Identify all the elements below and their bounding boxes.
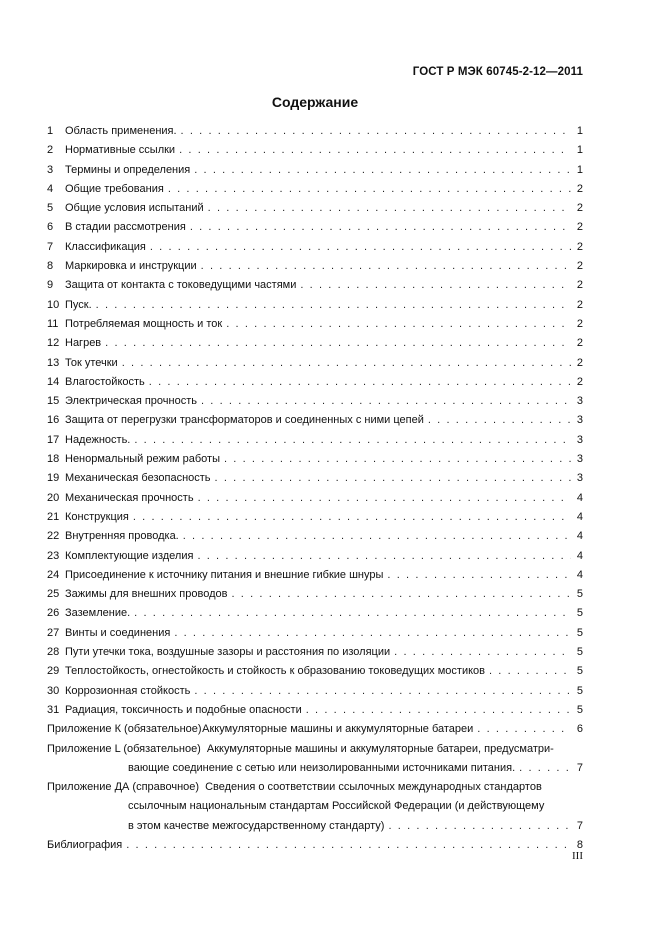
dot-leader bbox=[198, 489, 571, 508]
toc-entry-title: Радиация, токсичность и подобные опасности bbox=[65, 703, 302, 716]
toc-entry-page: 3 bbox=[576, 453, 583, 466]
dot-leader bbox=[201, 392, 571, 411]
toc-entry[interactable] bbox=[47, 218, 583, 237]
page-title: Содержание bbox=[271, 94, 359, 110]
bibliography-page: 8 bbox=[576, 838, 583, 851]
toc-entry-title: Комплектующие изделия bbox=[65, 549, 194, 562]
annex-l-label: Приложение L (обязательное) bbox=[47, 742, 201, 755]
dot-leader bbox=[168, 180, 571, 199]
dot-leader bbox=[215, 469, 571, 488]
toc-entry-title: Потребляемая мощность и ток bbox=[65, 317, 223, 330]
dot-leader bbox=[519, 759, 571, 778]
toc-entry[interactable] bbox=[47, 527, 583, 546]
toc-entry-number: 30 bbox=[47, 684, 60, 697]
dot-leader bbox=[122, 354, 571, 373]
toc-entry[interactable] bbox=[47, 701, 583, 720]
dot-leader bbox=[489, 662, 571, 681]
dot-leader bbox=[174, 624, 571, 643]
toc-entry-number: 27 bbox=[47, 626, 60, 639]
toc-entry[interactable] bbox=[47, 141, 583, 160]
toc-entry-number: 21 bbox=[47, 510, 60, 523]
dot-leader bbox=[190, 218, 571, 237]
dot-leader bbox=[194, 161, 571, 180]
toc-entry[interactable] bbox=[47, 354, 583, 373]
dot-leader bbox=[300, 276, 571, 295]
toc-entry-page: 4 bbox=[576, 491, 583, 504]
dot-leader bbox=[105, 334, 571, 353]
table-of-contents bbox=[47, 122, 583, 855]
dot-leader bbox=[477, 720, 571, 739]
toc-entry-number: 1 bbox=[47, 125, 54, 137]
toc-entry-page: 5 bbox=[576, 626, 583, 639]
toc-entry[interactable] bbox=[47, 566, 583, 585]
standard-code: ГОСТ Р МЭК 60745-2-12—2011 bbox=[412, 66, 583, 78]
toc-entry-page: 5 bbox=[576, 588, 583, 601]
toc-entry-number: 24 bbox=[47, 568, 60, 581]
toc-entry-number: 5 bbox=[47, 202, 54, 215]
toc-entry-page: 3 bbox=[576, 414, 583, 427]
toc-entry-page: 2 bbox=[576, 337, 583, 350]
toc-entry-page: 5 bbox=[576, 646, 583, 659]
toc-entry-number: 7 bbox=[47, 240, 54, 253]
toc-entry-number: 25 bbox=[47, 588, 60, 601]
toc-entry-number: 31 bbox=[47, 703, 60, 716]
annex-k-page: 6 bbox=[576, 723, 583, 736]
annex-da-page: 7 bbox=[576, 819, 583, 832]
toc-entry-page: 1 bbox=[576, 125, 583, 137]
toc-entry[interactable] bbox=[47, 450, 583, 469]
dot-leader bbox=[183, 527, 571, 546]
dot-leader bbox=[134, 431, 571, 450]
toc-entry[interactable] bbox=[47, 315, 583, 334]
toc-entry-title: Защита от перегрузки трансформаторов и соединенных с ними цепей bbox=[65, 414, 424, 427]
toc-entry-page: 5 bbox=[576, 607, 583, 620]
toc-entry-number: 8 bbox=[47, 260, 54, 273]
toc-entry-number: 12 bbox=[47, 337, 60, 350]
toc-entry-page: 2 bbox=[576, 221, 583, 234]
annex-da-label: Приложение ДА (справочное) bbox=[47, 781, 200, 794]
toc-entry-number: 4 bbox=[47, 182, 54, 195]
toc-entry-page: 3 bbox=[576, 472, 583, 485]
toc-entry-title: Ненормальный режим работы bbox=[65, 453, 220, 466]
toc-entry[interactable] bbox=[47, 257, 583, 276]
toc-entry-title: В стадии рассмотрения bbox=[65, 221, 186, 234]
toc-entry-title: Ток утечки bbox=[65, 356, 118, 369]
toc-entry-page: 2 bbox=[576, 279, 583, 292]
toc-entry-number: 14 bbox=[47, 375, 60, 388]
toc-entry-title: Зажимы для внешних проводов bbox=[65, 588, 228, 601]
dot-leader bbox=[150, 238, 571, 257]
toc-entry-page: 1 bbox=[576, 163, 583, 176]
toc-entry-number: 2 bbox=[47, 144, 54, 157]
toc-entry-page: 5 bbox=[576, 684, 583, 697]
toc-entry[interactable] bbox=[47, 682, 583, 701]
toc-entry-title: Механическая прочность bbox=[65, 491, 194, 504]
toc-entry[interactable] bbox=[47, 411, 583, 430]
toc-entry[interactable] bbox=[47, 161, 583, 180]
toc-bibliography[interactable] bbox=[47, 836, 583, 855]
annex-k-title: Аккумуляторные машины и аккумуляторные батареи bbox=[202, 723, 474, 736]
toc-entry-page: 1 bbox=[576, 144, 583, 157]
annex-l-page: 7 bbox=[576, 761, 583, 774]
toc-entry-page: 5 bbox=[576, 703, 583, 716]
toc-entry-page: 4 bbox=[576, 568, 583, 581]
dot-leader bbox=[149, 373, 571, 392]
toc-annex-da[interactable] bbox=[47, 778, 583, 836]
toc-entry-title: Пути утечки тока, воздушные зазоры и расстояния по изоляции bbox=[65, 646, 391, 659]
dot-leader bbox=[394, 643, 571, 662]
dot-leader bbox=[181, 122, 571, 141]
dot-leader bbox=[388, 817, 571, 836]
annex-l-title-line2: вающие соединение с сетью или неизолированными источниками питания. bbox=[128, 761, 516, 774]
toc-entry-page: 2 bbox=[576, 298, 583, 311]
toc-entry[interactable] bbox=[47, 122, 583, 141]
toc-entry[interactable] bbox=[47, 662, 583, 681]
toc-entry-title: Нагрев bbox=[65, 337, 102, 350]
toc-entry[interactable] bbox=[47, 180, 583, 199]
toc-annex-l[interactable] bbox=[47, 740, 583, 779]
dot-leader bbox=[126, 836, 571, 855]
toc-annex-k[interactable] bbox=[47, 720, 583, 739]
toc-entry[interactable] bbox=[47, 508, 583, 527]
toc-entry[interactable] bbox=[47, 489, 583, 508]
page-folio: III bbox=[572, 850, 583, 862]
annex-da-title-line1: Сведения о соответствии ссылочных международных стандартов bbox=[205, 781, 542, 794]
toc-entry-title: Заземление. bbox=[65, 607, 131, 620]
toc-entry-number: 3 bbox=[47, 163, 54, 176]
toc-entry-title: Пуск. bbox=[65, 298, 92, 311]
toc-entry-number: 19 bbox=[47, 472, 60, 485]
toc-entry-title: Классификация bbox=[65, 240, 146, 253]
toc-entry-number: 15 bbox=[47, 395, 60, 408]
toc-entry-title: Внутренняя проводка. bbox=[65, 530, 179, 543]
toc-entry-title: Влагостойкость bbox=[65, 375, 145, 388]
toc-entry-title: Коррозионная стойкость bbox=[65, 684, 191, 697]
dot-leader bbox=[194, 682, 571, 701]
toc-entry-number: 10 bbox=[47, 298, 60, 311]
toc-entry-title: Электрическая прочность bbox=[65, 395, 197, 408]
toc-entry-number: 22 bbox=[47, 530, 60, 543]
toc-entry-number: 6 bbox=[47, 221, 54, 234]
toc-entry-title: Термины и определения bbox=[65, 163, 191, 176]
toc-entry-number: 26 bbox=[47, 607, 60, 620]
toc-entry-page: 2 bbox=[576, 202, 583, 215]
toc-entry[interactable] bbox=[47, 585, 583, 604]
toc-entry[interactable] bbox=[47, 373, 583, 392]
toc-entry[interactable] bbox=[47, 431, 583, 450]
toc-entry[interactable] bbox=[47, 469, 583, 488]
toc-entry-page: 3 bbox=[576, 433, 583, 446]
annex-l-title-line1: Аккумуляторные машины и аккумуляторные батареи, предусматри- bbox=[206, 742, 554, 755]
dot-leader bbox=[428, 411, 571, 430]
dot-leader bbox=[96, 296, 571, 315]
toc-entry-page: 2 bbox=[576, 375, 583, 388]
toc-entry-number: 16 bbox=[47, 414, 60, 427]
dot-leader bbox=[387, 566, 571, 585]
toc-entry-title: Маркировка и инструкции bbox=[65, 260, 197, 273]
toc-entry-page: 2 bbox=[576, 260, 583, 273]
toc-entry-title: Защита от контакта с токоведущими частями bbox=[65, 279, 297, 292]
dot-leader bbox=[133, 508, 571, 527]
dot-leader bbox=[306, 701, 571, 720]
toc-entry[interactable] bbox=[47, 643, 583, 662]
dot-leader bbox=[201, 257, 571, 276]
toc-entry-page: 3 bbox=[576, 395, 583, 408]
toc-entry-title: Надежность. bbox=[65, 433, 131, 446]
dot-leader bbox=[231, 585, 571, 604]
toc-entry-title: Общие условия испытаний bbox=[65, 202, 204, 215]
toc-entry-number: 13 bbox=[47, 356, 60, 369]
toc-entry-number: 20 bbox=[47, 491, 60, 504]
toc-entry-page: 2 bbox=[576, 182, 583, 195]
toc-entry-title: Винты и соединения bbox=[65, 626, 171, 639]
toc-sections bbox=[47, 122, 583, 720]
toc-entry-title: Область применения. bbox=[65, 125, 177, 137]
toc-entry-page: 4 bbox=[576, 510, 583, 523]
toc-entry-number: 11 bbox=[47, 317, 59, 330]
toc-entry-title: Теплостойкость, огнестойкость и стойкость к образованию токоведущих мостиков bbox=[65, 665, 485, 678]
dot-leader bbox=[208, 199, 571, 218]
dot-leader bbox=[197, 547, 571, 566]
toc-entry[interactable] bbox=[47, 334, 583, 353]
toc-entry-number: 23 bbox=[47, 549, 60, 562]
toc-entry[interactable] bbox=[47, 392, 583, 411]
toc-entry-page: 4 bbox=[576, 549, 583, 562]
toc-entry-number: 28 bbox=[47, 646, 60, 659]
toc-entry[interactable] bbox=[47, 547, 583, 566]
toc-entry-number: 17 bbox=[47, 433, 60, 446]
toc-entry-title: Общие требования bbox=[65, 182, 164, 195]
toc-entry-page: 2 bbox=[576, 240, 583, 253]
toc-entry-page: 5 bbox=[576, 665, 583, 678]
annex-k-label: Приложение К (обязательное) bbox=[47, 723, 202, 736]
toc-entry-number: 18 bbox=[47, 453, 60, 466]
dot-leader bbox=[226, 315, 571, 334]
toc-entry[interactable] bbox=[47, 276, 583, 295]
dot-leader bbox=[179, 141, 571, 160]
toc-entry[interactable] bbox=[47, 624, 583, 643]
toc-entry-title: Конструкция bbox=[65, 510, 129, 523]
dot-leader bbox=[134, 604, 571, 623]
toc-entry[interactable] bbox=[47, 199, 583, 218]
toc-entry[interactable] bbox=[47, 604, 583, 623]
toc-entry-page: 2 bbox=[576, 317, 583, 330]
toc-entry-page: 2 bbox=[576, 356, 583, 369]
toc-entry-title: Присоединение к источнику питания и внешние гибкие шнуры bbox=[65, 568, 384, 581]
dot-leader bbox=[224, 450, 571, 469]
toc-entry-title: Механическая безопасность bbox=[65, 472, 211, 485]
toc-entry-title: Нормативные ссылки bbox=[65, 144, 176, 157]
bibliography-title: Библиография bbox=[47, 838, 123, 851]
annex-da-title-line3: в этом качестве межгосударственному стандарту) bbox=[128, 819, 385, 832]
toc-entry-number: 9 bbox=[47, 279, 54, 292]
annex-da-title-line2: ссылочным национальным стандартам Российской Федерации (и действующему bbox=[128, 800, 545, 813]
toc-entry[interactable] bbox=[47, 238, 583, 257]
toc-entry-number: 29 bbox=[47, 665, 60, 678]
toc-entry-page: 4 bbox=[576, 530, 583, 543]
toc-entry[interactable] bbox=[47, 296, 583, 315]
